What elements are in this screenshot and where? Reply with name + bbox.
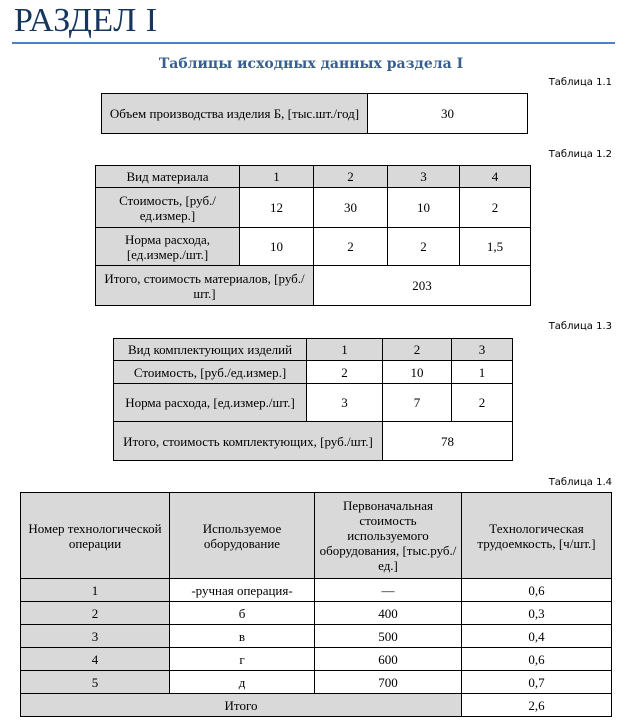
cell: 0,6 xyxy=(462,579,612,602)
cell: 7 xyxy=(383,384,452,422)
cell: б xyxy=(170,602,315,625)
cell: 30 xyxy=(314,188,388,228)
cell: 700 xyxy=(315,671,462,694)
cell: 2 xyxy=(460,188,531,228)
table-header-row xyxy=(114,339,513,361)
cell: — xyxy=(315,579,462,602)
table-1-2 xyxy=(95,165,531,306)
cell: -ручная операция- xyxy=(170,579,315,602)
section-title: РАЗДЕЛ I xyxy=(14,2,158,39)
cell: 10 xyxy=(383,361,452,384)
cell: 0,6 xyxy=(462,648,612,671)
header-cell: 1 xyxy=(240,166,314,188)
header-cell: Вид комплектующих изделий xyxy=(114,339,307,361)
row-label: Норма расхода, [ед.измер./шт.] xyxy=(114,384,307,422)
cell: 1 xyxy=(21,579,170,602)
table-row xyxy=(21,648,612,671)
table-row xyxy=(114,384,513,422)
total-label: Итого, стоимость комплектующих, [руб./шт.] xyxy=(114,422,383,461)
total-row xyxy=(114,422,513,461)
cell: 3 xyxy=(21,625,170,648)
header-cell: 3 xyxy=(388,166,460,188)
cell: в xyxy=(170,625,315,648)
subtitle: Таблицы исходных данных раздела I xyxy=(158,56,464,72)
header-cell: 2 xyxy=(314,166,388,188)
cell: 4 xyxy=(21,648,170,671)
title-underline xyxy=(12,42,615,44)
row-label: Норма расхода, [ед.измер./шт.] xyxy=(96,228,240,266)
cell: 10 xyxy=(388,188,460,228)
cell: 600 xyxy=(315,648,462,671)
header-cell: Используемое оборудование xyxy=(170,493,315,579)
cell: 500 xyxy=(315,625,462,648)
header-cell: Первоначальная стоимость используемого оборудования, [тыс.руб./ед.] xyxy=(315,493,462,579)
cell: д xyxy=(170,671,315,694)
cell: 2 xyxy=(314,228,388,266)
cell: 2 xyxy=(307,361,383,384)
table-1-1 xyxy=(101,93,528,134)
header-cell: Вид материала xyxy=(96,166,240,188)
cell: 0,3 xyxy=(462,602,612,625)
table-1-4 xyxy=(20,492,612,717)
total-row xyxy=(96,266,531,306)
total-value: 78 xyxy=(383,422,513,461)
header-cell: 3 xyxy=(452,339,513,361)
total-value: 203 xyxy=(314,266,531,306)
total-label: Итого, стоимость материалов, [руб./шт.] xyxy=(96,266,314,306)
table-1-2-caption: Таблица 1.2 xyxy=(548,149,612,160)
total-row xyxy=(21,694,612,717)
header-cell: 2 xyxy=(383,339,452,361)
total-label: Итого xyxy=(21,694,462,717)
table-1-4-caption: Таблица 1.4 xyxy=(548,477,612,488)
table-row xyxy=(21,625,612,648)
cell: г xyxy=(170,648,315,671)
cell: 400 xyxy=(315,602,462,625)
cell: 2 xyxy=(388,228,460,266)
table-1-1-caption: Таблица 1.1 xyxy=(548,77,612,88)
row-label: Стоимость, [руб./ед.измер.] xyxy=(96,188,240,228)
production-volume-label: Объем производства изделия Б, [тыс.шт./год] xyxy=(102,94,368,134)
production-volume-value: 30 xyxy=(368,94,528,134)
table-row xyxy=(114,361,513,384)
table-row xyxy=(21,579,612,602)
cell: 12 xyxy=(240,188,314,228)
table-row xyxy=(96,188,531,228)
cell: 1 xyxy=(452,361,513,384)
table-row xyxy=(96,228,531,266)
cell: 2 xyxy=(452,384,513,422)
table-1-3 xyxy=(113,338,513,461)
total-value: 2,6 xyxy=(462,694,612,717)
header-cell: 1 xyxy=(307,339,383,361)
header-cell: 4 xyxy=(460,166,531,188)
cell: 10 xyxy=(240,228,314,266)
row-label: Стоимость, [руб./ед.измер.] xyxy=(114,361,307,384)
cell: 2 xyxy=(21,602,170,625)
table-header-row xyxy=(21,493,612,579)
header-cell: Номер технологической операции xyxy=(21,493,170,579)
table-1-3-caption: Таблица 1.3 xyxy=(548,321,612,332)
cell: 3 xyxy=(307,384,383,422)
cell: 5 xyxy=(21,671,170,694)
cell: 0,4 xyxy=(462,625,612,648)
table-row xyxy=(21,671,612,694)
table-header-row xyxy=(96,166,531,188)
table-row xyxy=(21,602,612,625)
cell: 1,5 xyxy=(460,228,531,266)
cell: 0,7 xyxy=(462,671,612,694)
header-cell: Технологическая трудоемкость, [ч/шт.] xyxy=(462,493,612,579)
